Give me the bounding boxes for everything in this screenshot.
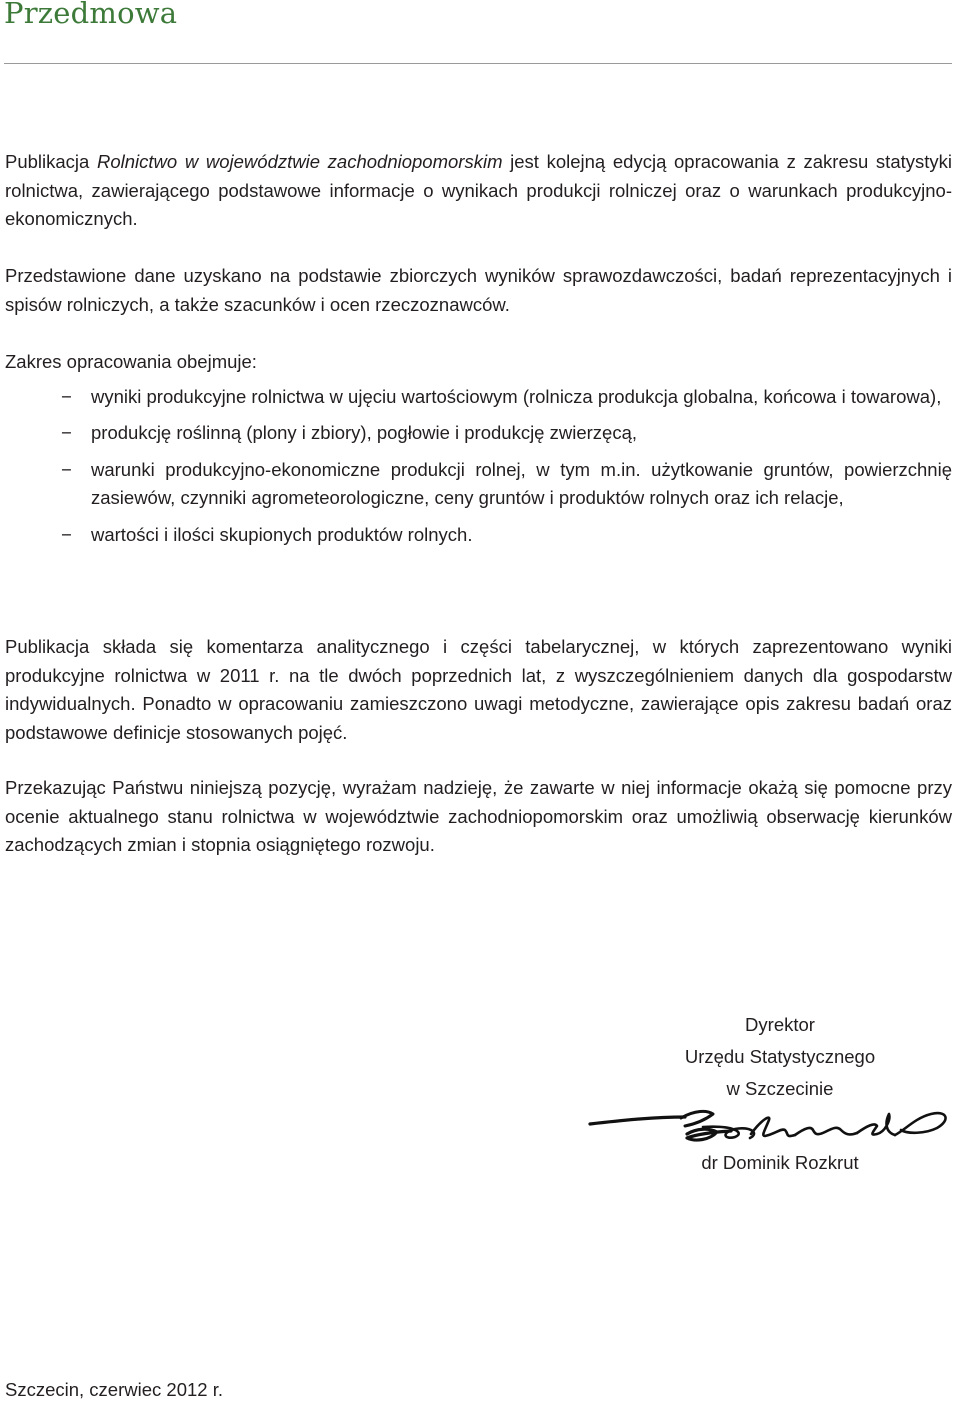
place-and-date: Szczecin, czerwiec 2012 r. [5, 1379, 223, 1400]
list-item-text: wyniki produkcyjne rolnictwa w ujęciu wartościowym (rolnicza produkcja globalna, końcowa i towarowa), [91, 385, 942, 407]
paragraph-intro-before: Publikacja [5, 151, 97, 172]
signature-office: Urzędu Statystycznego [684, 1046, 876, 1067]
paragraph-sources: Przedstawione dane uzyskano na podstawie zbiorczych wyników sprawozdawczości, badań reprezentacyjnych i spisów rolniczych, a także szacunków i ocen rzeczoznawców. [5, 265, 952, 315]
title-divider [4, 63, 952, 64]
list-item-text: wartości i ilości skupionych produktów rolnych. [91, 523, 473, 545]
scope-section [5, 348, 952, 557]
list-item [5, 456, 952, 513]
paragraph-intro-after: jest kolejną edycją opracowania z zakresu statystyki rolnictwa, zawierającego podstawowe informacje o wynikach produkcji rolniczej oraz o warunkach produkcyjno-ekonomicznych. [5, 151, 953, 229]
signature-title-block [600, 1009, 960, 1105]
page-title: Przedmowa [4, 0, 178, 30]
list-item-text: warunki produkcyjno-ekonomiczne produkcji rolnej, w tym m.in. użytkowanie gruntów, powierzchnię zasiewów, czynniki agrometeorologiczne, ceny gruntów i produktów rolnych oraz ich relacje, [91, 458, 952, 508]
signatory-name: dr Dominik Rozkrut [701, 1152, 859, 1173]
paragraph-structure: Publikacja składa się komentarza analitycznego i części tabelarycznej, w których zaprezentowano wyniki produkcyjne rolnictwa w 2011 r. na tle dwóch poprzednich lat, z wyszczególnieniem danych dla gospodarstw indywidualnych. Ponadto w opracowaniu zamieszczono uwagi metodyczne, zawierające opis zakresu badań oraz podstawowe definicje stosowanych pojęć. [5, 636, 952, 743]
publication-title: Rolnictwo w województwie zachodniopomorskim [97, 151, 503, 172]
list-item [5, 521, 952, 550]
list-item [5, 383, 952, 412]
list-item-text: produkcję roślinną (plony i zbiory), pogłowie i produkcję zwierzęcą, [91, 422, 638, 443]
signature-role: Dyrektor [745, 1014, 815, 1035]
paragraph-closing: Przekazując Państwu niniejszą pozycję, wyrażam nadzieję, że zawarte w niej informacje okażą się pomocne przy ocenie aktualnego stanu rolnictwa w województwie zachodniopomorskim oraz umożliwią obserwację kierunków zachodzących zmian i stopnia osiągniętego rozwoju. [5, 777, 952, 855]
scope-intro: Zakres opracowania obejmuje: [5, 351, 257, 372]
scope-list [5, 383, 952, 550]
list-dash: − [61, 422, 72, 443]
signature-city: w Szczecinie [726, 1078, 834, 1099]
list-item [5, 419, 952, 448]
list-dash: − [61, 458, 72, 480]
list-dash: − [61, 385, 72, 407]
handwritten-signature [585, 1100, 955, 1146]
list-dash: − [61, 523, 72, 545]
paragraph-intro [5, 148, 952, 234]
